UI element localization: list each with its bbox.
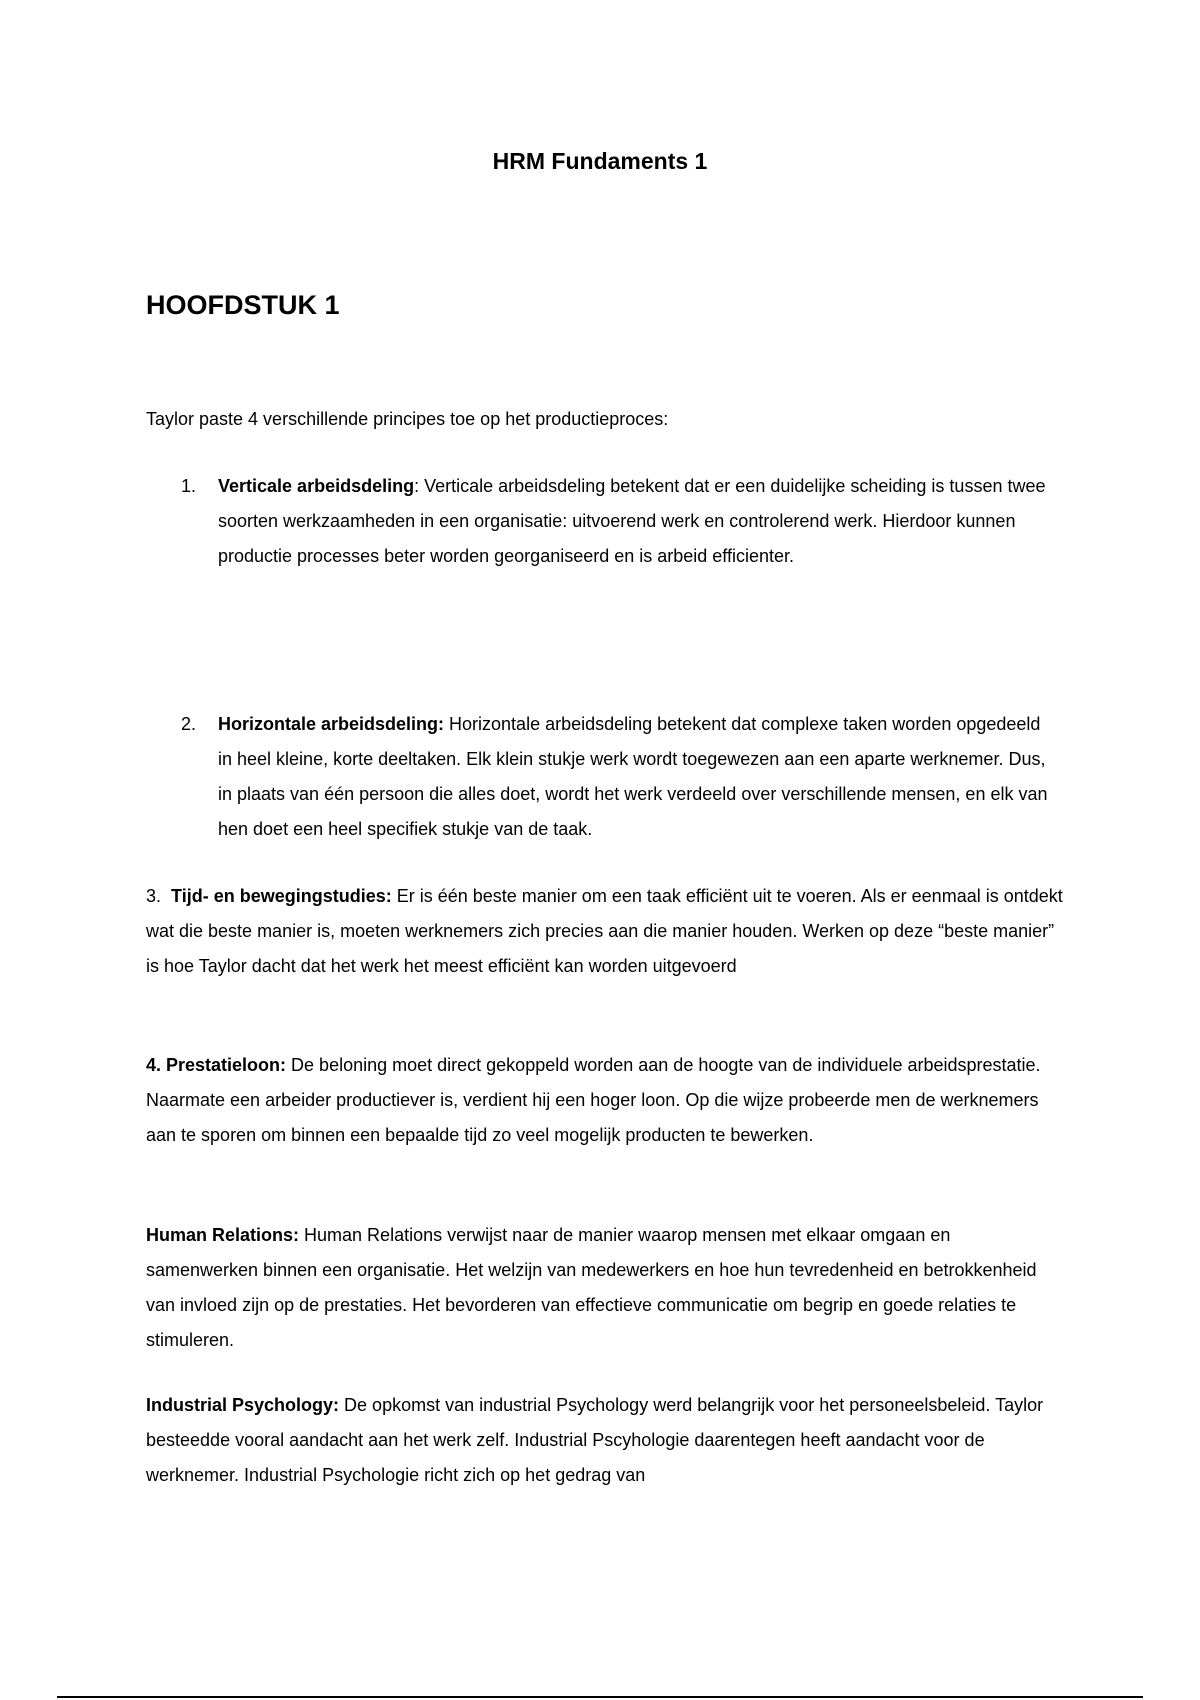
list-item-term: Horizontale arbeidsdeling: xyxy=(218,714,445,734)
paragraph-term: Human Relations: xyxy=(146,1225,300,1245)
list-item-horizontale-arbeidsdeling xyxy=(146,707,1066,847)
paragraph-tijd-en-bewegingstudies xyxy=(146,879,1066,984)
paragraph-term: Tijd- en bewegingstudies: xyxy=(171,886,392,906)
document-title: HRM Fundaments 1 xyxy=(492,148,708,174)
paragraph-text: De opkomst van industrial Psychology werd belangrijk voor het personeelsbeleid. Taylor besteedde vooral aandacht aan het werk zelf. Industrial Pscyhologie daarentegen heeft aandacht voor de werknemer. Industrial Psychologie richt zich op het gedrag van xyxy=(146,1395,1044,1485)
paragraph-text: Er is één beste manier om een taak efficiënt uit te voeren. Als er eenmaal is ontdekt wat die beste manier is, moeten werknemers zich precies aan die manier houden. Werken op deze “beste manier” is hoe Taylor dacht dat het werk het meest efficiënt kan worden uitgevoerd xyxy=(146,886,1063,976)
list-item-text: Horizontale arbeidsdeling betekent dat complexe taken worden opgedeeld in heel kleine, korte deeltaken. Elk klein stukje werk wordt toegewezen aan een aparte werknemer. Dus, in plaats van één persoon die alles doet, wordt het werk verdeeld over verschillende mensen, en elk van hen doet een heel specifiek stukje van de taak. xyxy=(218,714,1048,839)
list-item-body xyxy=(218,707,1048,847)
list-item-number: 1. xyxy=(181,476,197,496)
paragraph-prestatieloon xyxy=(146,1048,1066,1153)
paragraph-text: Human Relations verwijst naar de manier waarop mensen met elkaar omgaan en samenwerken binnen een organisatie. Het welzijn van medewerkers en hoe hun tevredenheid en betrokkenheid van invloed zijn op de prestaties. Het bevorderen van effectieve communicatie om begrip en goede relaties te stimuleren. xyxy=(146,1225,1037,1350)
list-item-text: : Verticale arbeidsdeling betekent dat er een duidelijke scheiding is tussen twee soorten werkzaamheden in een organisatie: uitvoerend werk en controlerend werk. Hierdoor kunnen productie processes beter worden georganiseerd en is arbeid efficienter. xyxy=(218,476,1046,566)
paragraph-human-relations xyxy=(146,1218,1066,1358)
page-bottom-divider xyxy=(57,1696,1143,1698)
list-item-verticale-arbeidsdeling xyxy=(146,469,1066,574)
list-item-term: Verticale arbeidsdeling xyxy=(218,476,415,496)
paragraph-term: Industrial Psychology: xyxy=(146,1395,340,1415)
paragraph-industrial-psychology xyxy=(146,1388,1066,1493)
list-item-body xyxy=(218,469,1048,574)
paragraph-text: De beloning moet direct gekoppeld worden aan de hoogte van de individuele arbeidsprestatie. Naarmate een arbeider productiever is, verdient hij een hoger loon. Op die wijze probeerde men de werknemers aan te sporen om binnen een bepaalde tijd zo veel mogelijk producten te bewerken. xyxy=(146,1055,1041,1145)
chapter-heading: HOOFDSTUK 1 xyxy=(146,290,340,320)
list-item-number: 2. xyxy=(181,714,197,734)
paragraph-term: 4. Prestatieloon: xyxy=(146,1055,287,1075)
paragraph-number: 3. xyxy=(146,886,162,906)
intro-paragraph: Taylor paste 4 verschillende principes toe op het productieproces: xyxy=(146,409,669,429)
